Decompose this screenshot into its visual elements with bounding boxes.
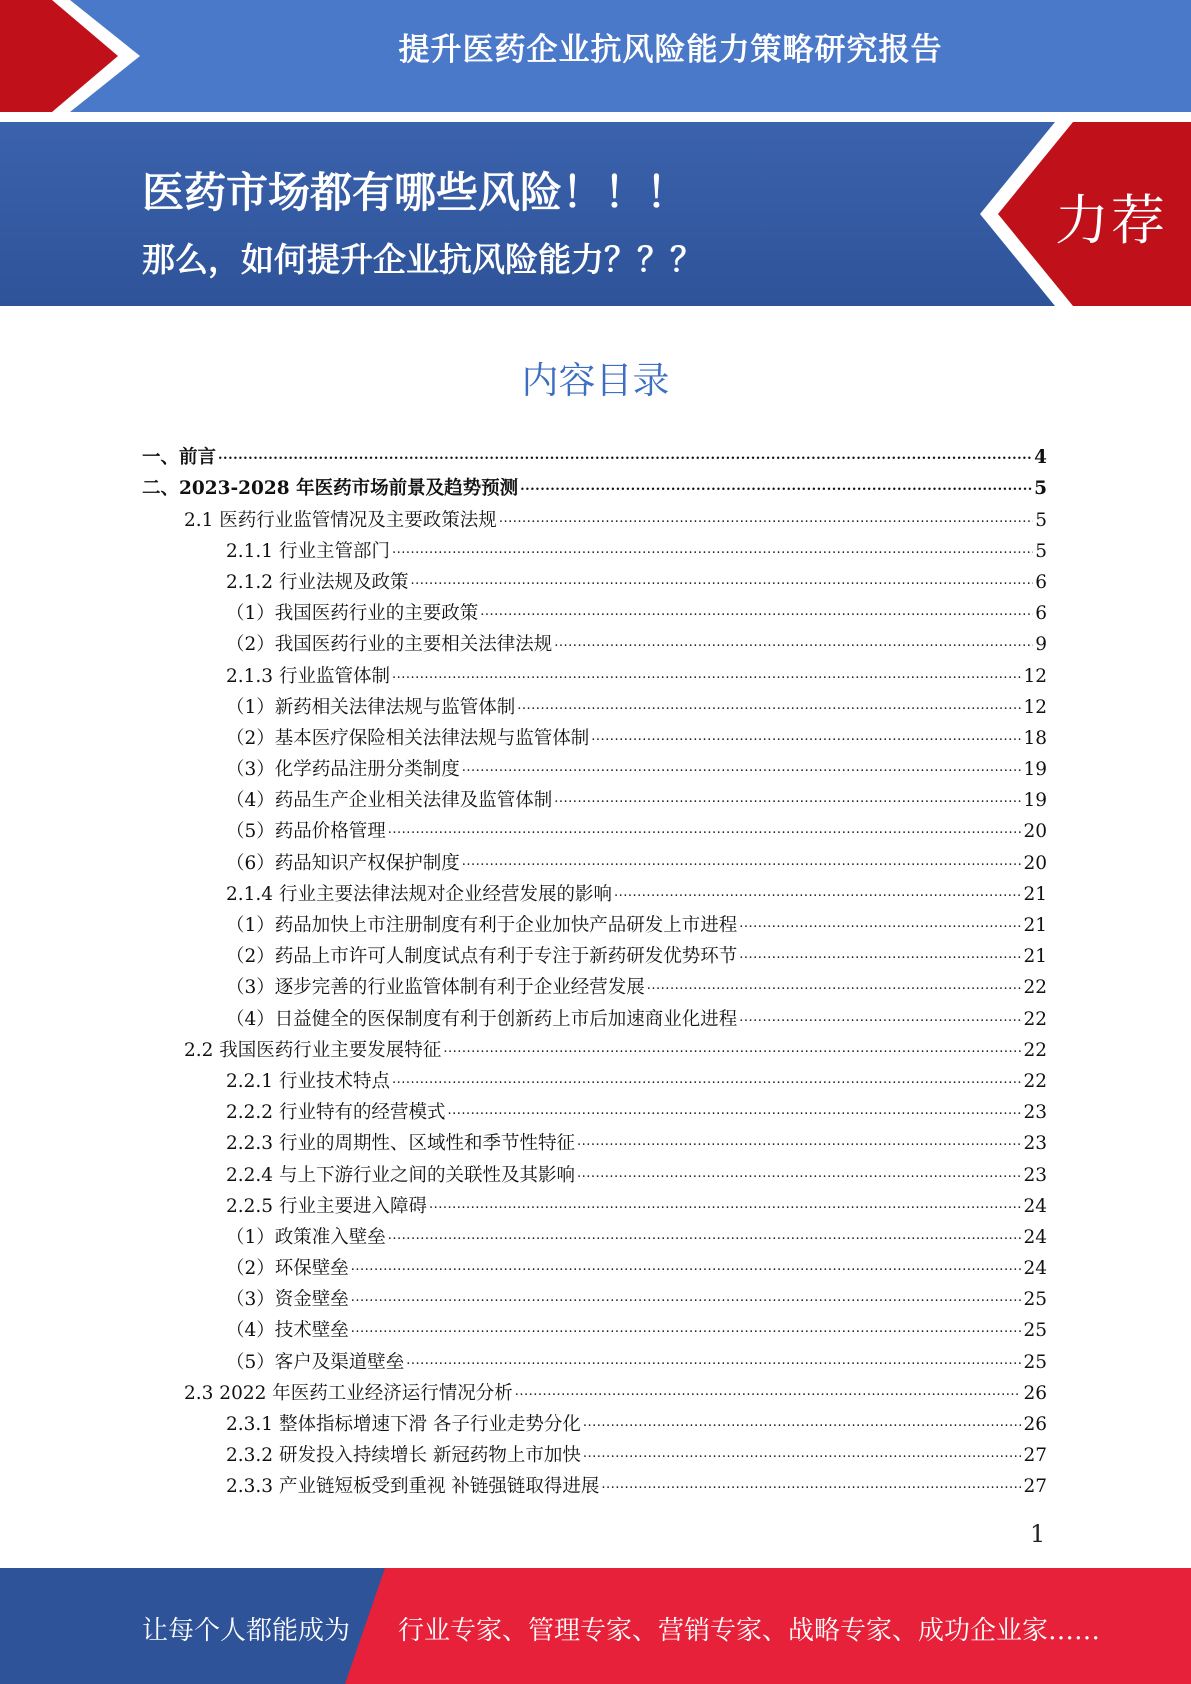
toc-entry[interactable] [142, 937, 1047, 968]
toc-entry-page: 19 [1023, 790, 1047, 812]
toc-entry-title: （4）药品生产企业相关法律及监管体制 [226, 790, 553, 812]
toc-entry[interactable] [142, 563, 1047, 594]
toc-entry-page: 4 [1034, 447, 1047, 469]
toc-entry-page: 12 [1023, 696, 1047, 718]
toc-entry-title: 2.2.4 与上下游行业之间的关联性及其影响 [226, 1164, 575, 1186]
toc-entry-page: 21 [1023, 946, 1047, 968]
toc-leader-dots [410, 570, 1033, 592]
toc-entry[interactable] [142, 1342, 1047, 1373]
toc-entry-title: 2.1.3 行业监管体制 [226, 665, 390, 687]
toc-entry[interactable] [142, 1031, 1047, 1062]
toc-leader-dots [351, 1318, 1022, 1340]
hero-headline: 医药市场都有哪些风险！！！ [142, 168, 689, 217]
toc-leader-dots [447, 1100, 1021, 1122]
toc-entry[interactable] [142, 1124, 1047, 1155]
toc-entry[interactable] [142, 1249, 1047, 1280]
toc-entry[interactable] [142, 656, 1047, 687]
toc-entry-page: 24 [1023, 1258, 1047, 1280]
toc-entry-page: 6 [1035, 603, 1047, 625]
toc-entry-page: 21 [1023, 883, 1047, 905]
page-number: 1 [1030, 1520, 1046, 1548]
toc-leader-dots [520, 476, 1032, 498]
toc-entry-title: （2）药品上市许可人制度试点有利于专注于新药研发优势环节 [226, 946, 738, 968]
toc-entry[interactable] [142, 875, 1047, 906]
toc-entry-page: 22 [1023, 977, 1047, 999]
toc-entry[interactable] [142, 1436, 1047, 1467]
banner-divider [0, 112, 1191, 122]
toc-entry-title: （1）药品加快上市注册制度有利于企业加快产品研发上市进程 [226, 915, 738, 936]
toc-entry-page: 25 [1023, 1351, 1047, 1373]
toc-entry-title: （6）药品知识产权保护制度 [226, 852, 460, 874]
toc-entry-title: 二、2023-2028 年医药市场前景及趋势预测 [142, 478, 519, 500]
toc-entry-page: 22 [1023, 1070, 1047, 1092]
toc-entry-title: 2.1.1 行业主管部门 [226, 540, 390, 562]
toc-entry[interactable] [142, 750, 1047, 781]
toc-entry-title: 2.3 2022 年医药工业经济运行情况分析 [184, 1382, 513, 1404]
toc-entry-page: 24 [1023, 1226, 1047, 1248]
toc-entry[interactable] [142, 719, 1047, 750]
toc-entry-page: 25 [1023, 1289, 1047, 1311]
toc-entry-title: 2.2.5 行业主要进入障碍 [226, 1195, 427, 1217]
toc-entry-title: 2.2 我国医药行业主要发展特征 [184, 1039, 442, 1061]
toc-entry-title: （3）资金壁垒 [226, 1289, 349, 1311]
toc-heading: 内容目录 [521, 359, 670, 402]
toc-leader-dots [739, 913, 1021, 935]
toc-leader-dots [583, 1443, 1022, 1465]
toc-leader-dots [429, 1194, 1021, 1216]
report-title: 提升医药企业抗风险能力策略研究报告 [398, 32, 943, 68]
toc-entry-page: 23 [1023, 1102, 1047, 1124]
toc-entry-page: 23 [1023, 1164, 1047, 1186]
toc-leader-dots [480, 601, 1033, 623]
toc-leader-dots [583, 1412, 1022, 1434]
toc-entry[interactable] [142, 968, 1047, 999]
toc-entry[interactable] [142, 1467, 1047, 1498]
toc-entry[interactable] [142, 1311, 1047, 1342]
toc-leader-dots [614, 882, 1021, 904]
toc-entry[interactable] [142, 906, 1047, 937]
toc-entry[interactable] [142, 1093, 1047, 1124]
toc-leader-dots [739, 1007, 1021, 1029]
toc-entry[interactable] [142, 1218, 1047, 1249]
toc-entry-title: 2.3.1 整体指标增速下滑 各子行业走势分化 [226, 1414, 581, 1435]
toc-entry-title: （1）新药相关法律法规与监管体制 [226, 696, 516, 718]
footer-slogan-right: 行业专家、管理专家、营销专家、战略专家、成功企业家…… [398, 1616, 1101, 1646]
toc-entry-page: 5 [1035, 540, 1047, 562]
toc-entry-page: 5 [1035, 509, 1047, 531]
toc-entry-title: （3）逐步完善的行业监管体制有利于企业经营发展 [226, 977, 645, 999]
toc-entry-title: （1）我国医药行业的主要政策 [226, 603, 479, 625]
toc-leader-dots [499, 508, 1033, 530]
toc-leader-dots [647, 975, 1022, 997]
footer-slogan-left: 让每个人都能成为 [142, 1616, 351, 1646]
toc-entry-title: 2.2.2 行业特有的经营模式 [226, 1102, 446, 1124]
toc-entry[interactable] [142, 532, 1047, 563]
toc-entry-page: 20 [1023, 821, 1047, 843]
toc-leader-dots [406, 1350, 1021, 1372]
toc-entry-page: 26 [1023, 1382, 1047, 1404]
toc-entry[interactable] [142, 1374, 1047, 1405]
toc-leader-dots [515, 1381, 1022, 1403]
toc-leader-dots [591, 726, 1021, 748]
toc-leader-dots [554, 788, 1021, 810]
toc-entry[interactable] [142, 438, 1047, 469]
toc-entry[interactable] [142, 843, 1047, 874]
toc-entry-title: （2）我国医药行业的主要相关法律法规 [226, 634, 553, 656]
toc-entry-title: 2.1.2 行业法规及政策 [226, 571, 409, 593]
toc-entry-page: 12 [1023, 665, 1047, 687]
toc-entry-page: 20 [1023, 852, 1047, 874]
toc-entry-title: （5）药品价格管理 [226, 821, 386, 843]
toc-entry-page: 5 [1034, 478, 1047, 500]
toc-leader-dots [517, 695, 1021, 717]
toc-entry-page: 22 [1023, 1039, 1047, 1061]
toc-leader-dots [388, 1225, 1022, 1247]
toc-entry-title: （2）基本医疗保险相关法律法规与监管体制 [226, 727, 590, 749]
toc-entry[interactable] [142, 1280, 1047, 1311]
toc-leader-dots [577, 1163, 1021, 1185]
toc-entry[interactable] [142, 781, 1047, 812]
toc-entry-page: 18 [1023, 727, 1047, 749]
toc-entry-page: 9 [1035, 634, 1047, 656]
toc-entry-title: （3）化学药品注册分类制度 [226, 759, 460, 781]
toc-entry-title: （5）客户及渠道壁垒 [226, 1351, 405, 1373]
toc-entry-title: （4）技术壁垒 [226, 1320, 349, 1342]
toc-entry[interactable] [142, 594, 1047, 625]
toc-entry[interactable] [142, 1062, 1047, 1093]
toc-entry-title: 2.1 医药行业监管情况及主要政策法规 [184, 509, 497, 531]
toc-leader-dots [392, 1069, 1021, 1091]
toc-entry-title: （2）环保壁垒 [226, 1258, 349, 1280]
toc-leader-dots [351, 1287, 1022, 1309]
toc-entry[interactable] [142, 500, 1047, 531]
toc-leader-dots [462, 851, 1022, 873]
hero-subheadline: 那么，如何提升企业抗风险能力？？？ [142, 240, 703, 279]
toc-entry-page: 23 [1023, 1133, 1047, 1155]
toc-leader-dots [739, 944, 1021, 966]
toc-leader-dots [577, 1131, 1021, 1153]
toc-entry[interactable] [142, 999, 1047, 1030]
toc-entry[interactable] [142, 688, 1047, 719]
toc-entry[interactable] [142, 1405, 1047, 1436]
toc-leader-dots [218, 445, 1032, 467]
toc-entry[interactable] [142, 625, 1047, 656]
top-red-arrow-decoration [0, 0, 150, 112]
toc-entry[interactable] [142, 1155, 1047, 1186]
toc-entry-page: 21 [1023, 915, 1047, 936]
toc-entry[interactable] [142, 469, 1047, 500]
toc-entry-title: 2.3.3 产业链短板受到重视 补链强链取得进展 [226, 1476, 600, 1498]
toc-leader-dots [462, 757, 1022, 779]
toc-entry-title: 2.2.3 行业的周期性、区域性和季节性特征 [226, 1133, 575, 1155]
toc-entry-page: 27 [1023, 1476, 1047, 1498]
toc-entry-page: 25 [1023, 1320, 1047, 1342]
toc-leader-dots [388, 819, 1022, 841]
recommend-badge-label: 力荐 [1055, 189, 1167, 252]
toc-entry-page: 6 [1035, 571, 1047, 593]
toc-entry-page: 19 [1023, 759, 1047, 781]
toc-entry-title: 2.3.2 研发投入持续增长 新冠药物上市加快 [226, 1445, 581, 1467]
toc-leader-dots [601, 1474, 1021, 1496]
toc-leader-dots [392, 539, 1033, 561]
toc-entry-page: 24 [1023, 1195, 1047, 1217]
toc-entry-title: 2.1.4 行业主要法律法规对企业经营发展的影响 [226, 883, 612, 905]
toc-entry-page: 22 [1023, 1008, 1047, 1030]
toc-entry-title: 一、前言 [142, 447, 217, 469]
toc-entry-title: 2.2.1 行业技术特点 [226, 1070, 390, 1092]
toc-leader-dots [443, 1038, 1021, 1060]
toc-leader-dots [554, 632, 1033, 654]
toc-entry[interactable] [142, 812, 1047, 843]
toc-entry-title: （1）政策准入壁垒 [226, 1226, 386, 1248]
toc-leader-dots [351, 1256, 1022, 1278]
toc-entry-page: 27 [1023, 1445, 1047, 1467]
toc-entry-title: （4）日益健全的医保制度有利于创新药上市后加速商业化进程 [226, 1008, 738, 1030]
toc-entry-page: 26 [1023, 1414, 1047, 1435]
table-of-contents [142, 438, 1047, 1498]
toc-leader-dots [392, 664, 1021, 686]
toc-entry[interactable] [142, 1187, 1047, 1218]
